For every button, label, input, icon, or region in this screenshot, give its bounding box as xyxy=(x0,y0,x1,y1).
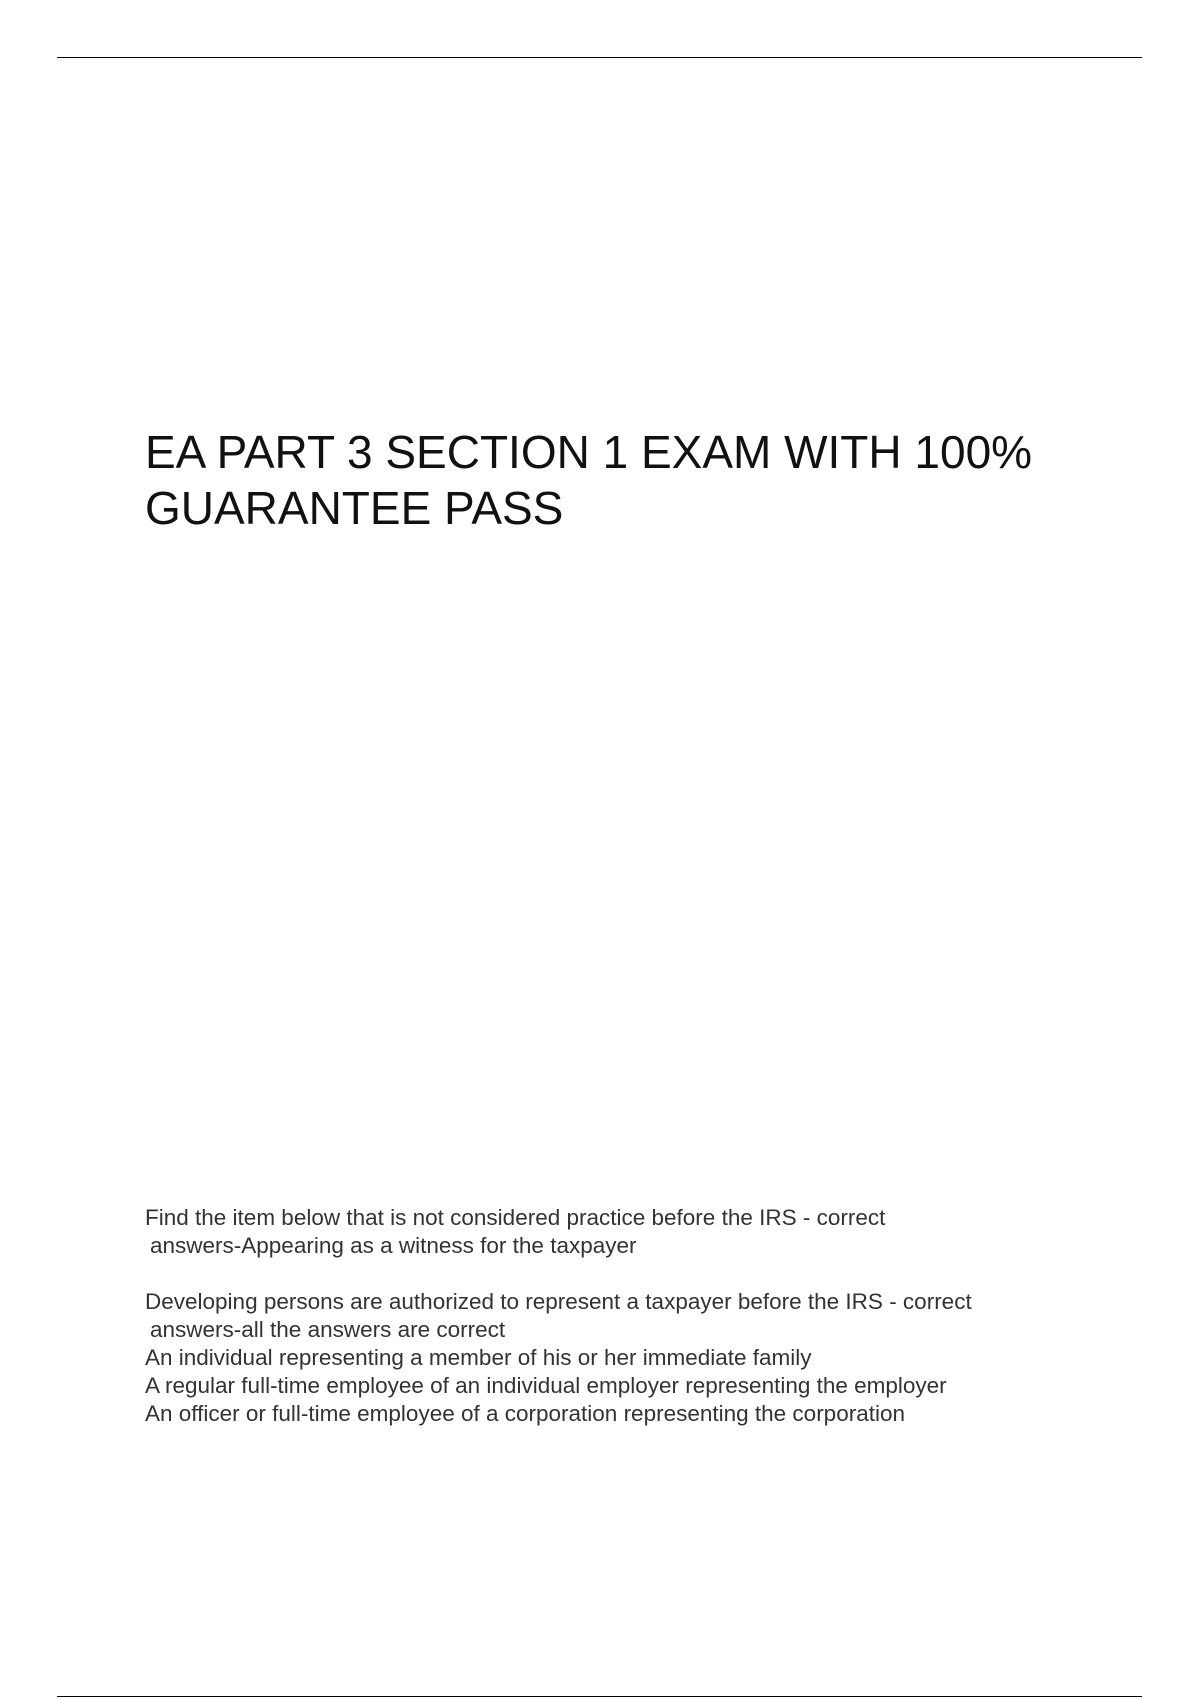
answer-detail-line: A regular full-time employee of an individual employer representing the employer xyxy=(145,1373,947,1398)
answer-detail-line: An officer or full-time employee of a corporation representing the corporation xyxy=(145,1401,905,1426)
document-title xyxy=(145,424,1135,536)
answer-line: answers-Appearing as a witness for the taxpayer xyxy=(150,1233,637,1258)
answer-detail-line: An individual representing a member of his or her immediate family xyxy=(145,1345,812,1370)
question-answer-2 xyxy=(145,1288,1090,1428)
question-answer-1 xyxy=(145,1204,1090,1260)
question-line: Find the item below that is not considered practice before the IRS - correct xyxy=(145,1205,886,1230)
answer-line: answers-all the answers are correct xyxy=(150,1317,506,1342)
question-line: Developing persons are authorized to represent a taxpayer before the IRS - correct xyxy=(145,1289,972,1314)
title-line-2: GUARANTEE PASS xyxy=(145,482,564,534)
bottom-rule xyxy=(57,1696,1142,1697)
title-line-1: EA PART 3 SECTION 1 EXAM WITH 100% xyxy=(145,426,1033,478)
top-rule xyxy=(57,57,1142,58)
